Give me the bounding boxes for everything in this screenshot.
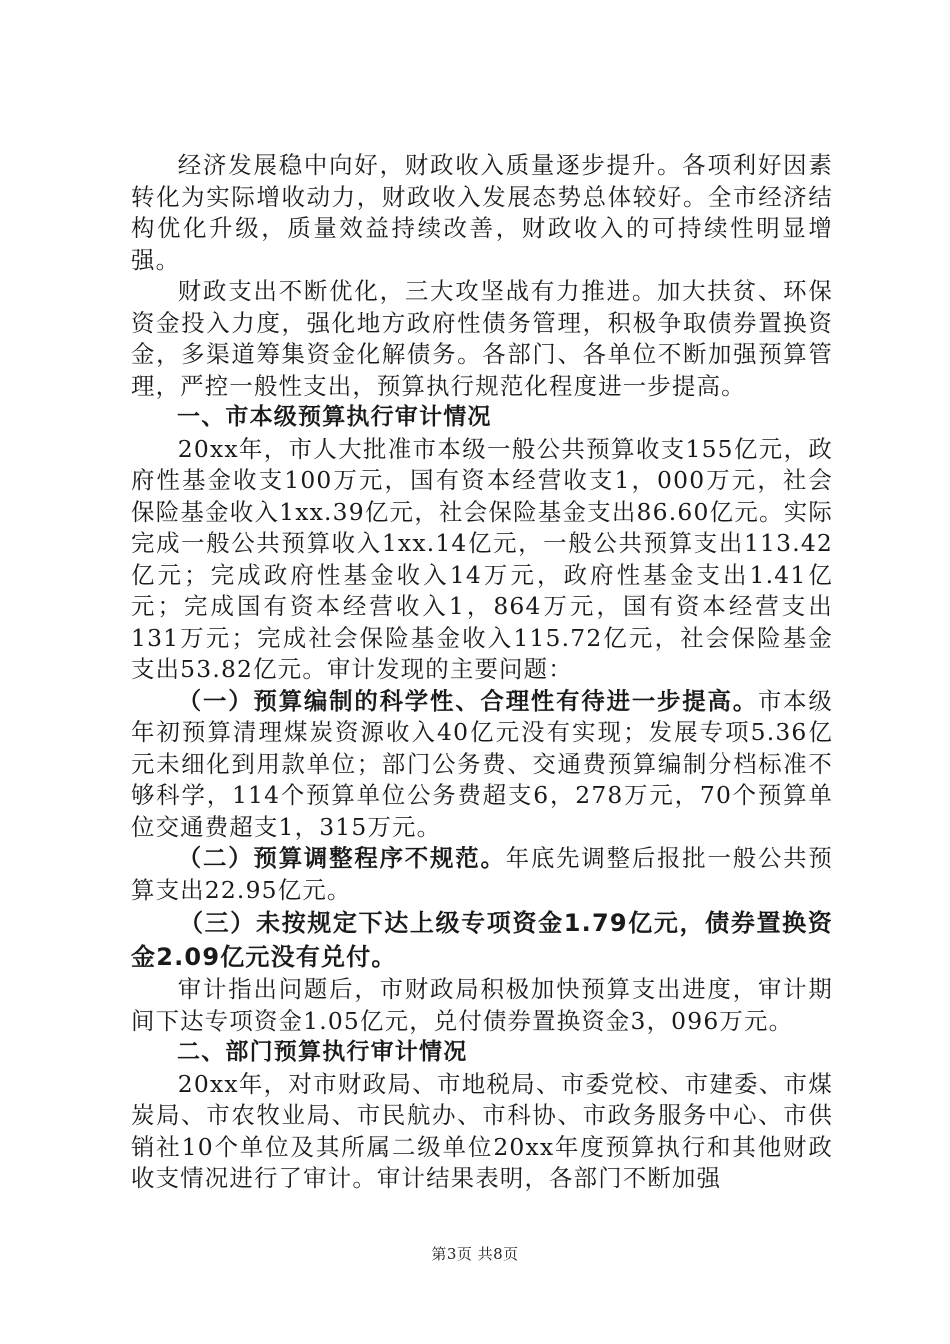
paragraph-economy <box>131 150 833 276</box>
section-heading-department-budget <box>131 1037 833 1069</box>
paragraph-text: 审计指出问题后，市财政局积极加快预算支出进度，审计期间下达专项资金1.05亿元，兑付债券置换资金3，096万元。 <box>131 975 833 1035</box>
document-body <box>131 150 833 1195</box>
heading-text: 一、市本级预算执行审计情况 <box>177 404 492 430</box>
paragraph-budget-figures <box>131 434 833 686</box>
paragraph-rectification <box>131 974 833 1037</box>
paragraph-expenditure <box>131 276 833 402</box>
issue-text: 市本级年初预算清理煤炭资源收入40亿元没有实现；发展专项5.36亿元未细化到用款单位；部门公务费、交通费预算编制分档标准不够科学，114个预算单位公务费超支6，278万元，70个预算单位交通费超支1，315万元。 <box>131 686 833 841</box>
page-number-footer: 第3页 共8页 <box>431 1245 519 1263</box>
paragraph-issue-1 <box>131 686 833 844</box>
paragraph-issue-2 <box>131 843 833 906</box>
paragraph-text: 20xx年，市人大批准市本级一般公共预算收支155亿元，政府性基金收支100万元，国有资本经营收支1，000万元，社会保险基金收入1xx.39亿元，社会保险基金支出86.60亿元。实际完成一般公共预算收入1xx.14亿元，一般公共预算支出113.42亿元；完成政府性基金收入14万元，政府性基金支出1.41亿元；完成国有资本经营收入1，864万元，国有资本经营支出131万元；完成社会保险基金收入115.72亿元，社会保险基金支出53.82亿元。审计发现的主要问题： <box>131 434 833 683</box>
paragraph-issue-3 <box>131 906 833 974</box>
heading-text: 二、部门预算执行审计情况 <box>177 1039 468 1065</box>
paragraph-text: 经济发展稳中向好，财政收入质量逐步提升。各项利好因素转化为实际增收动力，财政收入发展态势总体较好。全市经济结构优化升级，质量效益持续改善，财政收入的可持续性明显增强。 <box>131 151 833 274</box>
issue-lead: （二）预算调整程序不规范。 <box>177 844 506 872</box>
paragraph-department-audit <box>131 1069 833 1195</box>
paragraph-text: 20xx年，对市财政局、市地税局、市委党校、市建委、市煤炭局、市农牧业局、市民航办、市科协、市政务服务中心、市供销社10个单位及其所属二级单位20xx年度预算执行和其他财政收支情况进行了审计。审计结果表明，各部门不断加强 <box>131 1069 833 1192</box>
issue-text: （三）未按规定下达上级专项资金1.79亿元，债券置换资金2.09亿元没有兑付。 <box>131 909 833 971</box>
paragraph-text: 财政支出不断优化，三大攻坚战有力推进。加大扶贫、环保资金投入力度，强化地方政府性债务管理，积极争取债券置换资金，多渠道筹集资金化解债务。各部门、各单位不断加强预算管理，严控一般性支出，预算执行规范化程度进一步提高。 <box>131 277 833 400</box>
issue-text: 年底先调整后报批一般公共预算支出22.95亿元。 <box>131 844 833 904</box>
section-heading-municipal-budget <box>131 402 833 434</box>
issue-lead: （一）预算编制的科学性、合理性有待进一步提高。 <box>177 686 758 715</box>
